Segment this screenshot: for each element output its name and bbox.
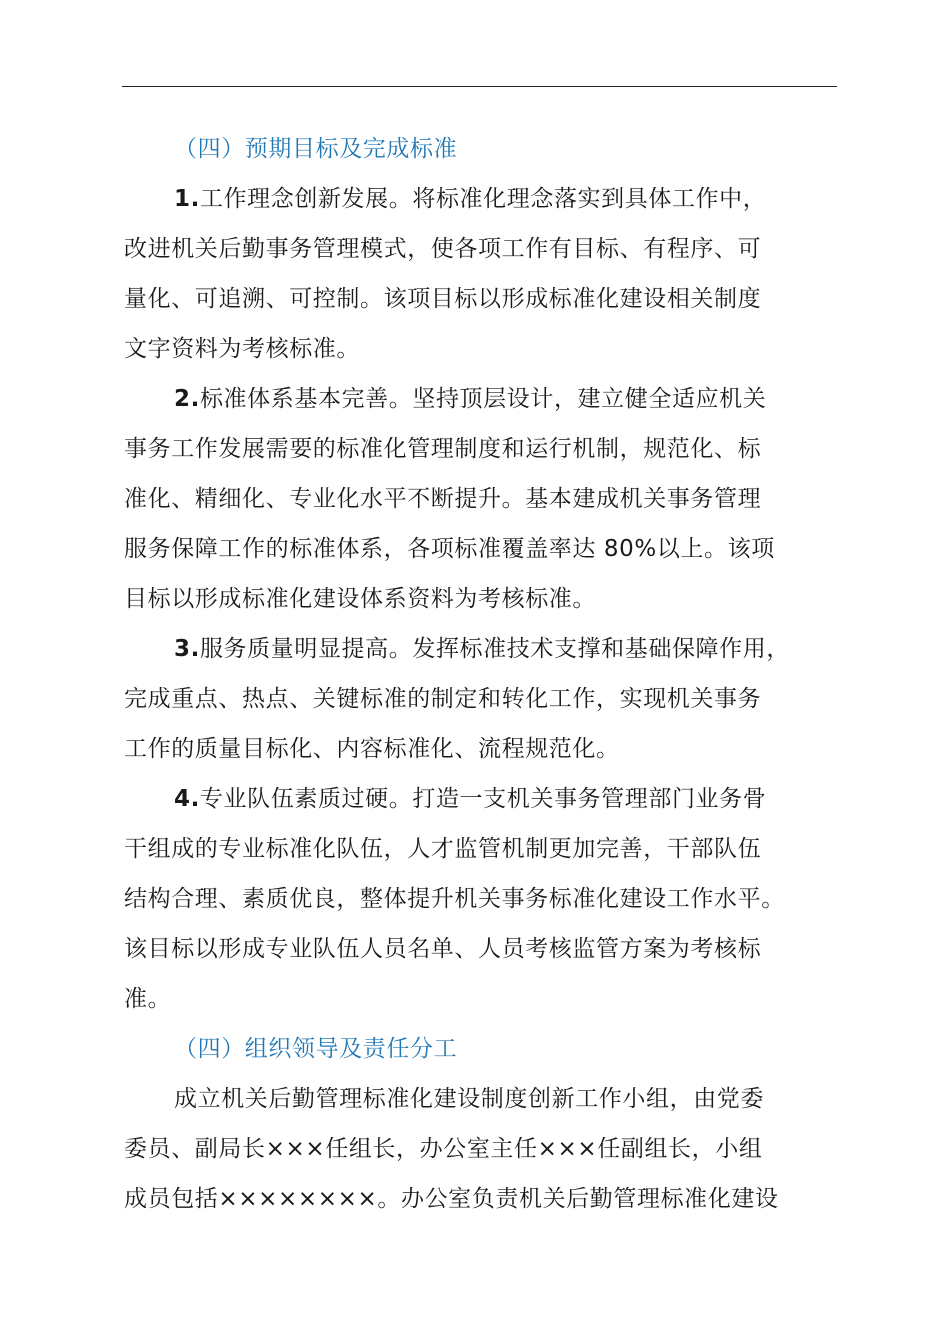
paragraph-line: 标准体系基本完善。坚持顶层设计，建立健全适应机关 xyxy=(199,386,767,412)
paragraph-item-1 xyxy=(124,174,840,224)
paragraph-line: 文字资料为考核标准。 xyxy=(124,336,360,362)
item-number: 3. xyxy=(174,636,200,662)
item-number: 1. xyxy=(174,186,200,212)
paragraph-line: 委员、副局长×××任组长，办公室主任×××任副组长，小组 xyxy=(124,1136,763,1162)
document-body xyxy=(124,124,840,1224)
item-number: 4. xyxy=(174,786,200,812)
item-number: 2. xyxy=(174,386,200,412)
paragraph-line: 改进机关后勤事务管理模式，使各项工作有目标、有程序、可 xyxy=(124,236,762,262)
paragraph-line: 专业队伍素质过硬。打造一支机关事务管理部门业务骨 xyxy=(199,786,767,812)
paragraph-line: 量化、可追溯、可控制。该项目标以形成标准化建设相关制度 xyxy=(124,286,762,312)
paragraph-line: 干组成的专业标准化队伍，人才监管机制更加完善，干部队伍 xyxy=(124,836,762,862)
paragraph-line: 成立机关后勤管理标准化建设制度创新工作小组，由党委 xyxy=(174,1086,764,1112)
paragraph-item-4 xyxy=(124,774,840,824)
section-heading-goals: （四）预期目标及完成标准 xyxy=(174,136,458,162)
section-heading-organization: （四）组织领导及责任分工 xyxy=(174,1036,458,1062)
paragraph-line: 结构合理、素质优良，整体提升机关事务标准化建设工作水平。 xyxy=(124,886,785,912)
paragraph-line: 目标以形成标准化建设体系资料为考核标准。 xyxy=(124,586,596,612)
paragraph-line: 工作的质量目标化、内容标准化、流程规范化。 xyxy=(124,736,620,762)
paragraph-item-3 xyxy=(124,624,840,674)
paragraph-line: 准化、精细化、专业化水平不断提升。基本建成机关事务管理 xyxy=(124,486,762,512)
paragraph-line: 准。 xyxy=(124,986,172,1012)
paragraph-line: 服务保障工作的标准体系，各项标准覆盖率达 80%以上。该项 xyxy=(124,536,775,562)
paragraph-line: 该目标以形成专业队伍人员名单、人员考核监管方案为考核标 xyxy=(124,936,762,962)
paragraph-line: 成员包括××××××××。办公室负责机关后勤管理标准化建设 xyxy=(124,1186,779,1212)
paragraph-item-2 xyxy=(124,374,840,424)
paragraph-line: 服务质量明显提高。发挥标准技术支撑和基础保障作用， xyxy=(199,636,790,662)
paragraph-line: 工作理念创新发展。将标准化理念落实到具体工作中， xyxy=(199,186,767,212)
paragraph-line: 事务工作发展需要的标准化管理制度和运行机制，规范化、标 xyxy=(124,436,762,462)
header-rule xyxy=(122,86,837,87)
paragraph-line: 完成重点、热点、关键标准的制定和转化工作，实现机关事务 xyxy=(124,686,762,712)
